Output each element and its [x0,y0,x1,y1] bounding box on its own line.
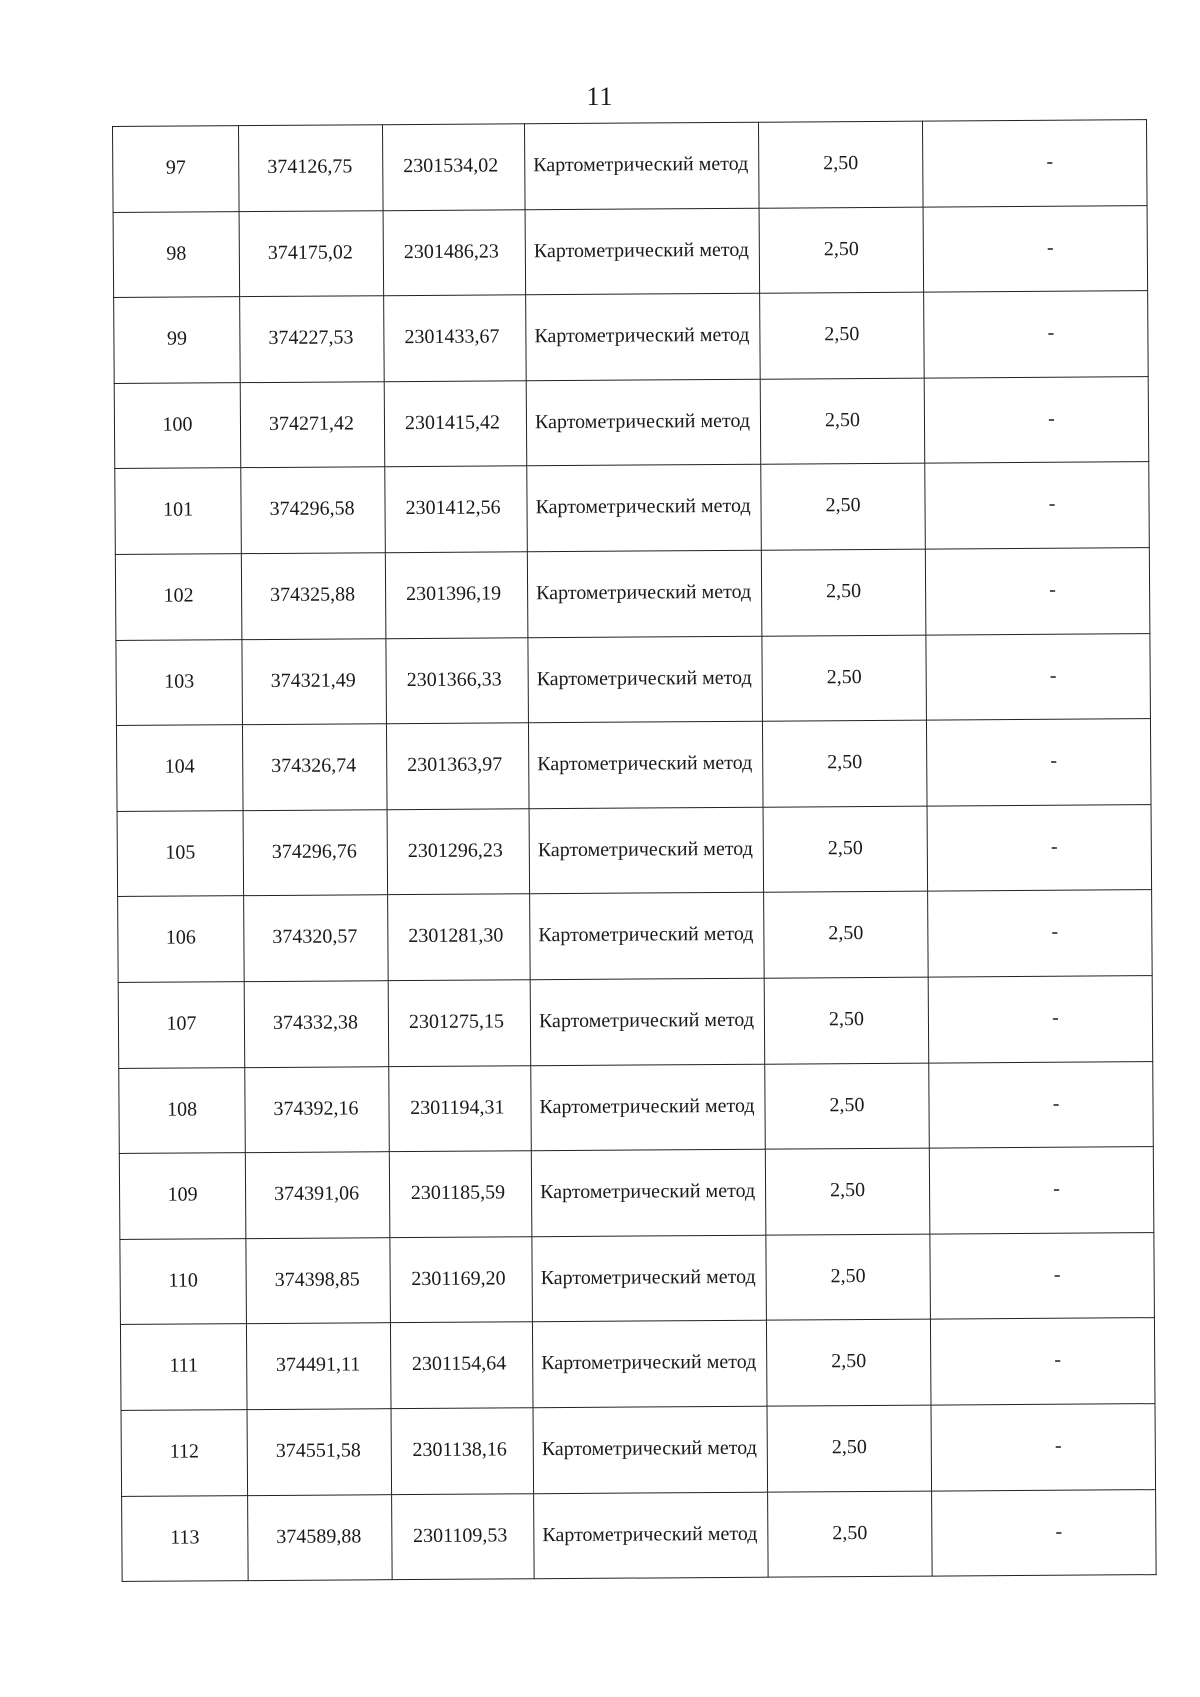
method-cell [528,636,763,723]
x-coordinate-cell-text: 374332,38 [272,1011,359,1034]
table-row [117,804,1152,896]
method-cell-text: Картометрический метод [542,1522,758,1546]
method-cell-text: Картометрический метод [540,1179,756,1204]
table-row [120,1318,1155,1410]
y-coordinate-cell [383,209,526,296]
point-number-cell-text: 98 [166,242,187,265]
method-cell [530,978,765,1065]
point-number-cell [117,810,244,896]
accuracy-cell-text: 2,50 [826,665,862,688]
accuracy-cell-text: 2,50 [824,408,861,432]
note-cell-text: - [1051,921,1059,944]
method-cell-text: Картометрический метод [533,238,749,262]
coordinates-table [112,119,1157,1582]
note-cell [928,976,1153,1063]
accuracy-cell [761,463,926,550]
y-coordinate-cell-text: 2301138,16 [412,1438,507,1461]
note-cell [926,633,1151,720]
point-number-cell-text: 106 [165,926,196,950]
note-cell-text: - [1046,236,1054,259]
accuracy-cell-text: 2,50 [823,237,859,260]
y-coordinate-cell [390,1236,533,1323]
y-coordinate-cell [388,980,531,1067]
y-coordinate-cell [391,1408,534,1495]
x-coordinate-cell [245,1066,390,1153]
point-number-cell [116,725,243,811]
y-coordinate-cell [389,1065,532,1152]
method-cell [533,1406,768,1493]
x-coordinate-cell [242,638,387,725]
accuracy-cell-text: 2,50 [831,1435,867,1459]
x-coordinate-cell-text: 374491,11 [275,1353,361,1377]
note-cell [930,1232,1155,1319]
method-cell-text: Картометрический метод [539,1094,755,1118]
accuracy-cell [765,1148,930,1235]
note-cell [924,376,1149,463]
table-row [120,1232,1155,1324]
note-cell [928,890,1153,977]
method-cell-text: Картометрический метод [536,666,752,690]
note-cell-text: - [1048,493,1056,516]
method-cell [532,1235,767,1322]
accuracy-cell [764,977,929,1064]
method-cell [530,893,765,980]
method-cell [527,465,762,552]
point-number-cell-text: 109 [167,1183,198,1206]
note-cell [927,804,1152,891]
y-coordinate-cell [385,466,528,553]
point-number-cell [113,126,240,212]
accuracy-cell [768,1491,933,1578]
accuracy-cell [760,378,925,465]
note-cell-text: - [1050,835,1058,858]
accuracy-cell-text: 2,50 [828,922,864,945]
y-coordinate-cell-text: 2301169,20 [411,1267,506,1290]
y-coordinate-cell-text: 2301154,64 [411,1352,507,1376]
method-cell-text: Картометрический метод [537,751,753,776]
accuracy-cell-text: 2,50 [830,1264,866,1287]
y-coordinate-cell-text: 2301534,02 [403,154,499,178]
method-cell [526,379,761,466]
page-number: 11 [586,82,614,111]
accuracy-cell-text: 2,50 [827,751,863,774]
y-coordinate-cell-text: 2301486,23 [403,240,499,263]
accuracy-cell [759,207,924,294]
y-coordinate-cell-text: 2301109,53 [413,1523,508,1547]
point-number-cell-text: 113 [170,1525,200,1549]
method-cell-text: Картометрический метод [536,580,752,605]
point-number-cell [118,896,245,982]
method-cell [525,208,760,295]
point-number-cell [119,1067,246,1153]
x-coordinate-cell [246,1323,391,1410]
y-coordinate-cell-text: 2301433,67 [404,325,500,349]
point-number-cell [120,1324,247,1410]
accuracy-cell [761,549,926,636]
method-cell [527,550,762,637]
x-coordinate-cell [241,553,386,640]
table-row [119,1147,1154,1239]
accuracy-cell [763,806,928,893]
note-cell-text: - [1054,1434,1062,1457]
method-cell-text: Картометрический метод [541,1436,757,1461]
method-cell-text: Картометрический метод [534,409,751,433]
note-cell-text: - [1048,407,1055,430]
y-coordinate-cell [386,723,529,810]
note-cell [925,462,1150,549]
table-row [121,1404,1156,1496]
y-coordinate-cell-text: 2301415,42 [404,411,501,434]
accuracy-cell-text: 2,50 [827,836,863,860]
point-number-cell [115,468,242,554]
note-cell-text: - [1052,1006,1059,1029]
note-cell-text: - [1050,749,1058,772]
x-coordinate-cell [243,809,388,896]
x-coordinate-cell [245,1152,390,1239]
point-number-cell-text: 104 [164,755,195,778]
x-coordinate-cell [244,895,389,982]
point-number-cell-text: 105 [165,841,196,864]
accuracy-cell [758,121,923,208]
x-coordinate-cell-text: 374326,74 [271,754,357,778]
accuracy-cell [766,1319,931,1406]
point-number-cell-text: 102 [163,584,194,607]
point-number-cell-text: 100 [162,413,193,436]
accuracy-cell [760,292,925,379]
y-coordinate-cell [389,1151,532,1238]
point-number-cell-text: 107 [166,1012,197,1035]
table-row [118,890,1153,982]
note-cell-text: - [1053,1177,1060,1200]
x-coordinate-cell-text: 374271,42 [268,412,355,435]
note-cell [922,120,1147,207]
method-cell [528,721,763,808]
method-cell [529,807,764,894]
y-coordinate-cell-text: 2301275,15 [408,1010,505,1033]
table-row [119,1061,1154,1153]
table-row [116,719,1151,811]
point-number-cell-text: 101 [162,498,194,522]
method-cell [531,1149,766,1236]
note-cell-text: - [1055,1520,1063,1543]
accuracy-cell-text: 2,50 [825,494,861,517]
accuracy-cell-text: 2,50 [826,580,862,603]
x-coordinate-cell [239,210,384,297]
x-coordinate-cell-text: 374398,85 [274,1268,360,1291]
x-coordinate-cell-text: 374175,02 [267,240,353,264]
point-number-cell-text: 110 [168,1269,198,1292]
accuracy-cell-text: 2,50 [832,1521,868,1544]
x-coordinate-cell-text: 374296,76 [271,840,357,863]
y-coordinate-cell-text: 2301281,30 [408,924,504,948]
accuracy-cell [766,1234,931,1321]
note-cell [931,1404,1156,1491]
accuracy-cell [762,635,927,722]
x-coordinate-cell-text: 374589,88 [276,1524,362,1548]
y-coordinate-cell [388,894,531,981]
y-coordinate-cell-text: 2301194,31 [410,1095,505,1119]
y-coordinate-cell [392,1493,535,1580]
x-coordinate-cell [241,467,386,554]
method-cell-text: Картометрический метод [535,495,751,519]
note-cell-text: - [1052,1092,1060,1115]
point-number-cell-text: 111 [169,1354,199,1377]
method-cell-text: Картометрический метод [537,837,753,861]
x-coordinate-cell [247,1409,392,1496]
x-coordinate-cell-text: 374551,58 [275,1439,361,1462]
table-row [116,633,1151,725]
y-coordinate-cell-text: 2301185,59 [410,1181,506,1205]
table-row [113,205,1148,297]
table-row [115,548,1150,640]
y-coordinate-cell [390,1322,533,1409]
point-number-cell [121,1410,248,1496]
note-cell [926,719,1151,806]
method-cell-text: Картометрический метод [538,1008,755,1033]
x-coordinate-cell-text: 374126,75 [267,155,353,178]
point-number-cell [114,382,241,468]
point-number-cell-text: 108 [166,1097,198,1121]
point-number-cell-text: 112 [169,1440,199,1463]
note-cell [929,1061,1154,1148]
note-cell [925,548,1150,635]
x-coordinate-cell-text: 374392,16 [273,1096,359,1120]
table-row [118,976,1153,1068]
x-coordinate-cell [240,381,385,468]
y-coordinate-cell [382,124,525,211]
x-coordinate-cell-text: 374320,57 [272,925,358,949]
table-row [114,376,1149,468]
note-cell-text: - [1053,1263,1061,1286]
x-coordinate-cell [246,1237,391,1324]
accuracy-cell-text: 2,50 [830,1179,866,1202]
note-cell-text: - [1049,664,1057,687]
point-number-cell [114,297,241,383]
y-coordinate-cell-text: 2301366,33 [406,667,502,691]
method-cell [534,1492,769,1579]
method-cell-text: Картометрический метод [533,152,749,177]
table-row [114,291,1149,383]
method-cell [532,1320,767,1407]
point-number-cell [120,1238,247,1324]
note-cell-text: - [1054,1349,1062,1372]
y-coordinate-cell-text: 2301396,19 [406,582,502,606]
x-coordinate-cell [239,125,384,212]
x-coordinate-cell-text: 374325,88 [270,583,356,606]
table-row [113,120,1148,212]
accuracy-cell-text: 2,50 [823,152,859,175]
note-cell-text: - [1046,150,1054,173]
y-coordinate-cell [385,552,528,639]
method-cell-text: Картометрический метод [534,323,750,348]
table-row [115,462,1150,554]
y-coordinate-cell [386,637,529,724]
point-number-cell [122,1495,249,1581]
note-cell [929,1147,1154,1234]
method-cell [531,1064,766,1151]
y-coordinate-cell-text: 2301412,56 [405,496,501,520]
table-body [113,120,1157,1582]
x-coordinate-cell [248,1494,393,1581]
method-cell-text: Картометрический метод [540,1265,756,1289]
y-coordinate-cell [384,295,527,382]
point-number-cell-text: 97 [165,156,186,179]
point-number-cell-text: 103 [164,670,195,693]
y-coordinate-cell-text: 2301363,97 [407,753,503,777]
note-cell [924,291,1149,378]
note-cell-text: - [1047,321,1055,344]
point-number-cell [113,211,240,297]
note-cell-text: - [1049,578,1056,601]
method-cell [524,122,759,209]
point-number-cell [118,982,245,1068]
accuracy-cell-text: 2,50 [831,1350,867,1373]
y-coordinate-cell-text: 2301296,23 [407,839,503,862]
point-number-cell [115,554,242,640]
point-number-cell [119,1153,246,1239]
point-number-cell [116,639,243,725]
x-coordinate-cell-text: 374227,53 [268,326,354,350]
x-coordinate-cell-text: 374321,49 [270,668,356,692]
method-cell-text: Картометрический метод [541,1351,757,1375]
table-row [122,1489,1157,1581]
coordinates-table-wrapper [112,119,1156,1582]
method-cell-text: Картометрический метод [538,923,754,947]
x-coordinate-cell [240,296,385,383]
accuracy-cell-text: 2,50 [829,1093,865,1116]
x-coordinate-cell-text: 374391,06 [274,1182,360,1206]
accuracy-cell [767,1405,932,1492]
point-number-cell-text: 99 [166,327,187,350]
accuracy-cell [762,720,927,807]
x-coordinate-cell [242,724,387,811]
accuracy-cell-text: 2,50 [828,1007,865,1031]
accuracy-cell [764,891,929,978]
y-coordinate-cell [387,808,530,895]
x-coordinate-cell [244,981,389,1068]
accuracy-cell-text: 2,50 [824,323,860,346]
method-cell [526,293,761,380]
y-coordinate-cell [384,381,527,468]
accuracy-cell [765,1063,930,1150]
note-cell [923,205,1148,292]
note-cell [932,1489,1157,1576]
note-cell [930,1318,1155,1405]
x-coordinate-cell-text: 374296,58 [269,497,355,521]
